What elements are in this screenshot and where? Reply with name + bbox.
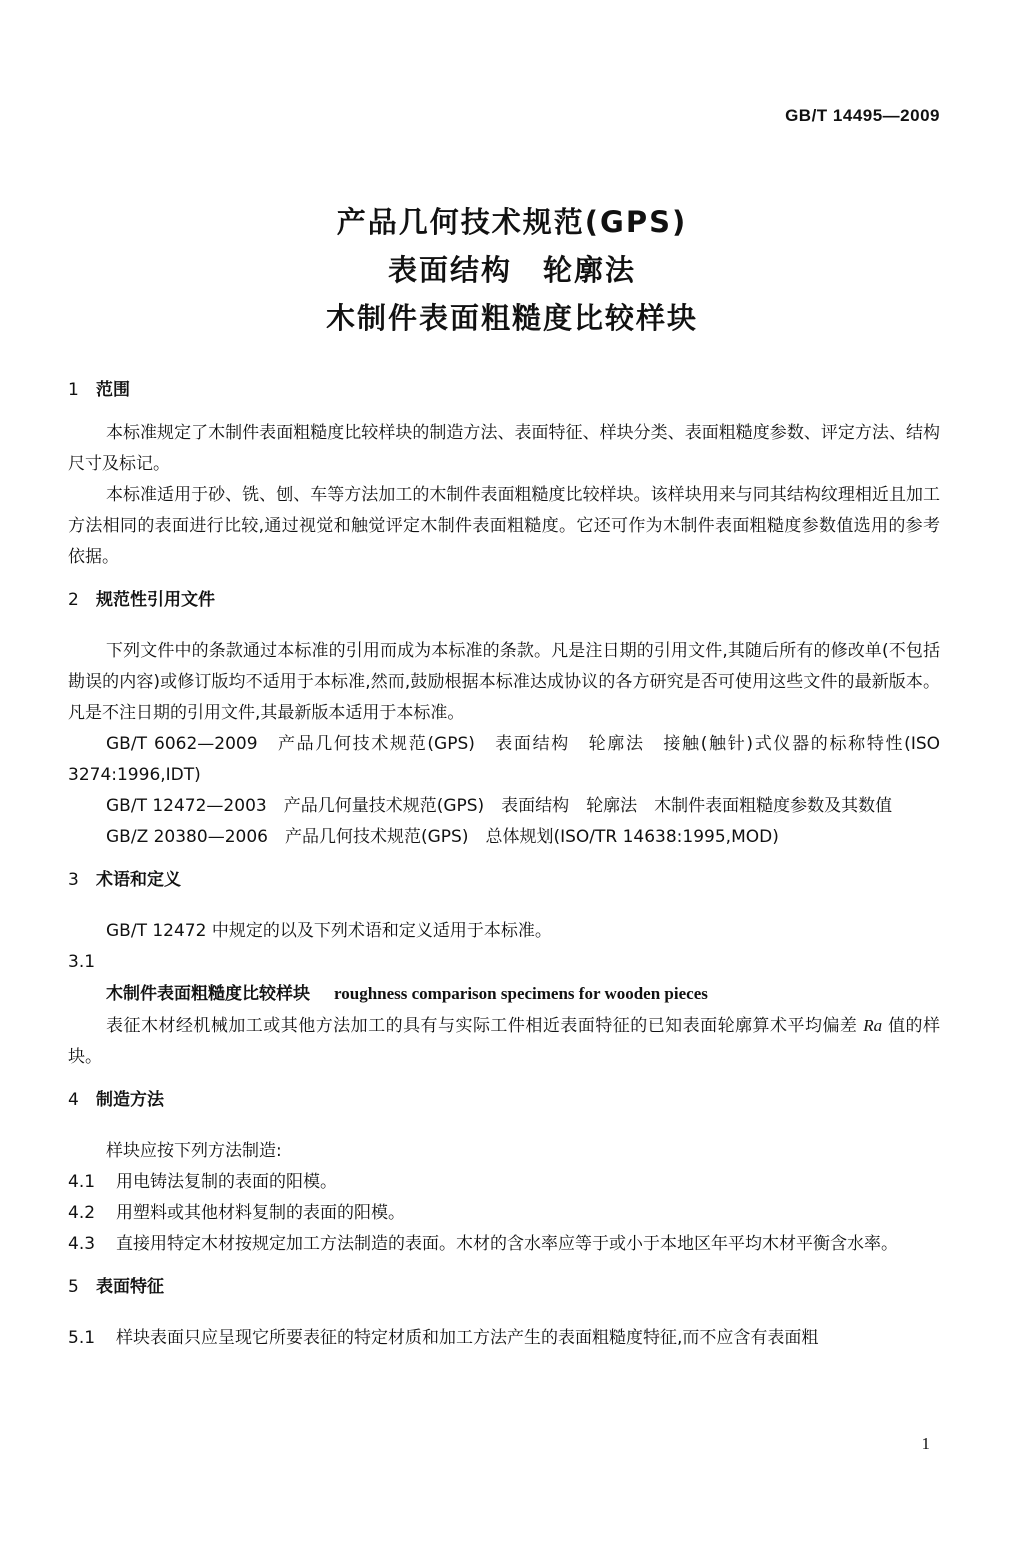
title-line-2: 表面结构 轮廓法 xyxy=(387,253,636,287)
reference-code: GB/T 12472—2003 xyxy=(106,796,267,816)
paragraph: 本标准适用于砂、铣、刨、车等方法加工的木制件表面粗糙度比较样块。该样块用来与同其结构纹理相近且加工方法相同的表面进行比较,通过视觉和触觉评定木制件表面粗糙度。它还可作为木制件表面粗糙度参数值选用的参考依据。 xyxy=(68,485,940,567)
reference-code: GB/Z 20380—2006 xyxy=(106,827,268,847)
section-2-heading xyxy=(68,585,940,616)
section-number: 2 xyxy=(68,590,79,610)
clause-text: 样块表面只应呈现它所要表征的特定材质和加工方法产生的表面粗糙度特征,而不应含有表面粗 xyxy=(116,1328,819,1348)
subsection-number: 3.1 xyxy=(68,952,96,972)
section-title: 表面特征 xyxy=(96,1277,164,1297)
standard-number: GB/T 14495—2009 xyxy=(785,106,940,125)
section-number: 1 xyxy=(68,380,79,400)
section-title: 术语和定义 xyxy=(96,870,181,890)
reference-item xyxy=(68,822,940,853)
clause-text: 用塑料或其他材料复制的表面的阳模。 xyxy=(116,1203,405,1223)
reference-title: 产品几何技术规范(GPS) 表面结构 轮廓法 接触(触针)式仪器的标称特性(ISO 3274:1996,IDT) xyxy=(68,734,941,785)
paragraph: 样块应按下列方法制造: xyxy=(106,1141,282,1161)
clause-number: 5.1 xyxy=(68,1328,96,1348)
term-entry xyxy=(68,978,940,1010)
term-definition: 表征木材经机械加工或其他方法加工的具有与实际工件相近表面特征的已知表面轮廓算术平均偏差 Ra 值的样块。 xyxy=(68,1016,941,1067)
clause-item xyxy=(68,1198,940,1229)
clause-item xyxy=(68,1323,940,1354)
paragraph: 下列文件中的条款通过本标准的引用而成为本标准的条款。凡是注日期的引用文件,其随后所有的修改单(不包括勘误的内容)或修订版均不适用于本标准,然而,鼓励根据本标准达成协议的各方研究是否可使用这些文件的最新版本。凡是不注日期的引用文件,其最新版本适用于本标准。 xyxy=(68,641,940,723)
section-number: 3 xyxy=(68,870,79,890)
clause-number: 4.2 xyxy=(68,1203,96,1223)
paragraph: 本标准规定了木制件表面粗糙度比较样块的制造方法、表面特征、样块分类、表面粗糙度参数、评定方法、结构尺寸及标记。 xyxy=(68,423,940,474)
document-body xyxy=(68,375,940,1354)
page-number: 1 xyxy=(921,1434,930,1453)
section-3-heading xyxy=(68,865,940,896)
section-title: 范围 xyxy=(96,380,130,400)
clause-number: 4.1 xyxy=(68,1172,96,1192)
section-5-heading xyxy=(68,1272,940,1303)
ra-symbol: Ra xyxy=(863,1016,883,1035)
term-english: roughness comparison specimens for wooden pieces xyxy=(334,984,708,1003)
section-1-heading xyxy=(68,375,940,406)
clause-text: 用电铸法复制的表面的阳模。 xyxy=(116,1172,337,1192)
reference-code: GB/T 6062—2009 xyxy=(106,734,258,754)
reference-item xyxy=(68,791,940,822)
clause-number: 4.3 xyxy=(68,1234,96,1254)
clause-item xyxy=(68,1229,940,1260)
reference-title: 产品几何量技术规范(GPS) 表面结构 轮廓法 木制件表面粗糙度参数及其数值 xyxy=(283,796,893,816)
clause-item xyxy=(68,1167,940,1198)
section-number: 5 xyxy=(68,1277,79,1297)
reference-item xyxy=(68,729,940,791)
title-line-3: 木制件表面粗糙度比较样块 xyxy=(325,301,698,335)
document-title xyxy=(0,198,1024,342)
paragraph: GB/T 12472 中规定的以及下列术语和定义适用于本标准。 xyxy=(106,921,552,941)
clause-text: 直接用特定木材按规定加工方法制造的表面。木材的含水率应等于或小于本地区年平均木材平衡含水率。 xyxy=(116,1234,898,1254)
term-chinese: 木制件表面粗糙度比较样块 xyxy=(106,984,310,1004)
reference-title: 产品几何技术规范(GPS) 总体规划(ISO/TR 14638:1995,MOD) xyxy=(284,827,779,847)
section-title: 制造方法 xyxy=(96,1090,164,1110)
section-number: 4 xyxy=(68,1090,79,1110)
section-title: 规范性引用文件 xyxy=(96,590,215,610)
section-4-heading xyxy=(68,1085,940,1116)
title-line-1: 产品几何技术规范(GPS) xyxy=(336,205,688,239)
